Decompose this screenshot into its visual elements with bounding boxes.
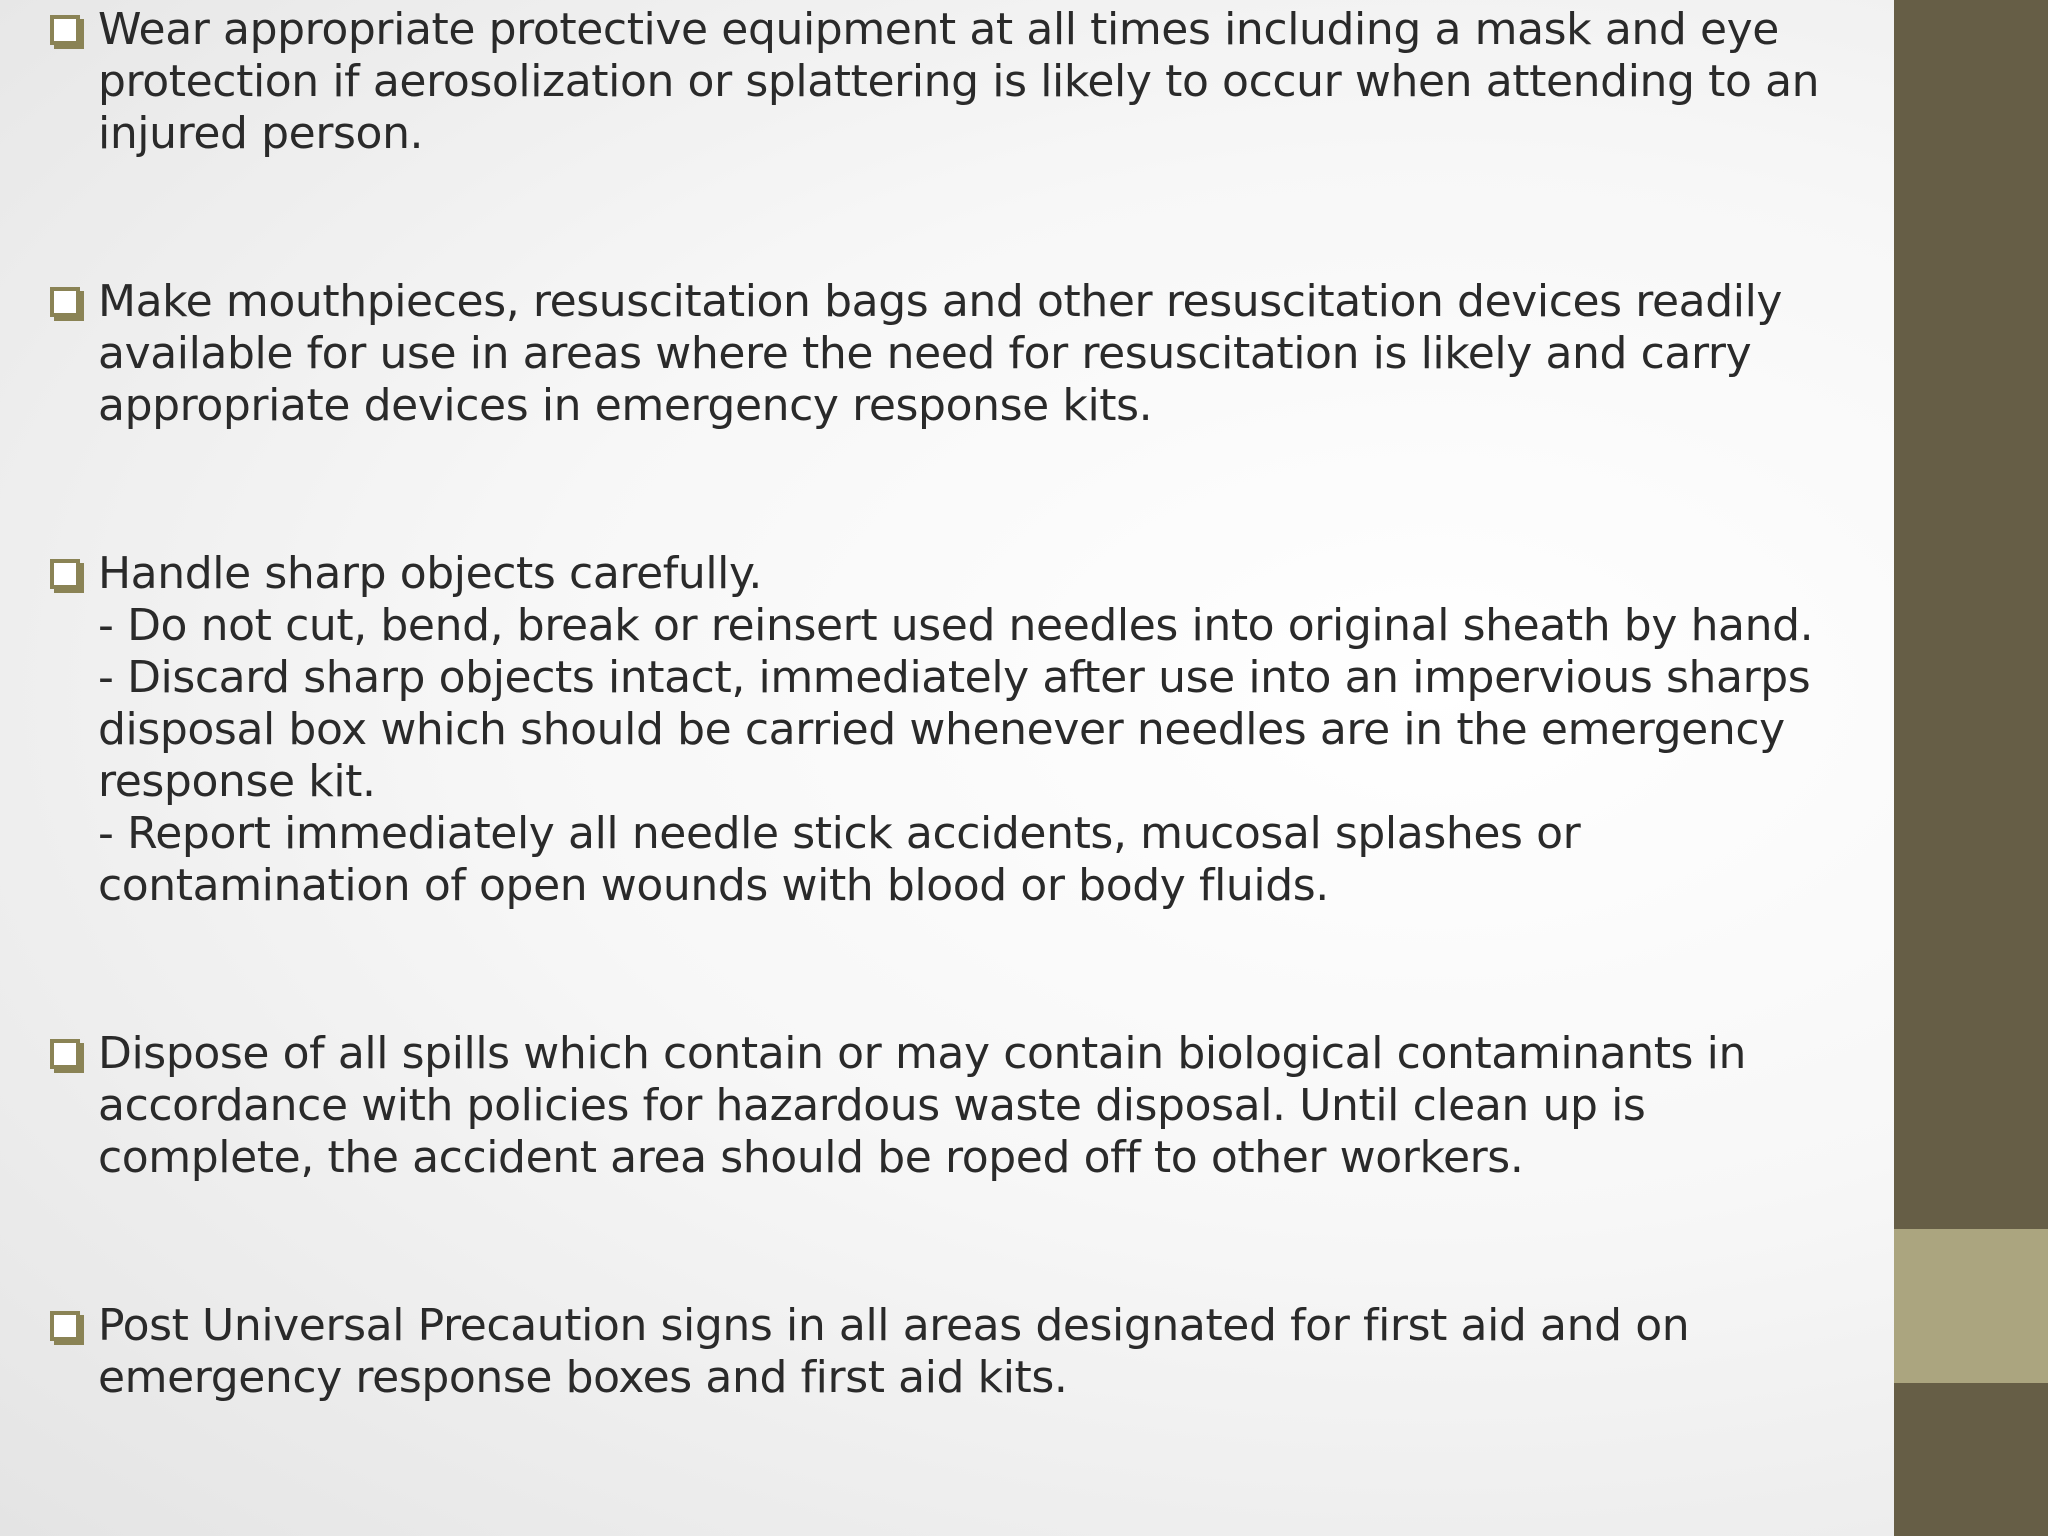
sub-bullet-text-line: response kit.: [98, 756, 376, 807]
bullet-text-line: protection if aerosolization or splattering is likely to occur when attending to an: [98, 56, 1820, 107]
checkbox-bullet-icon: [50, 559, 80, 589]
bullet-text-line: appropriate devices in emergency response kits.: [98, 380, 1153, 431]
sidebar-band-light: [1894, 1229, 2048, 1383]
bullet-item: [50, 548, 1880, 912]
sub-bullet-text-line: - Discard sharp objects intact, immediately after use into an impervious sharps: [98, 652, 1811, 703]
bullet-item: [50, 276, 1880, 432]
bullet-text-line: Dispose of all spills which contain or may contain biological contaminants in: [98, 1028, 1746, 1079]
checkbox-bullet-icon: [50, 15, 80, 45]
bullet-text-line: Handle sharp objects carefully.: [98, 548, 762, 599]
checkbox-bullet-icon: [50, 287, 80, 317]
bullet-text-line: injured person.: [98, 108, 424, 159]
bullet-text-line: Make mouthpieces, resuscitation bags and other resuscitation devices readily: [98, 276, 1783, 327]
bullet-text-line: complete, the accident area should be roped off to other workers.: [98, 1132, 1524, 1183]
sidebar-band-dark: [1894, 0, 2048, 1229]
sub-bullet-text-line: disposal box which should be carried whenever needles are in the emergency: [98, 704, 1785, 755]
bullet-text-line: Post Universal Precaution signs in all areas designated for first aid and on: [98, 1300, 1690, 1351]
checkbox-bullet-icon: [50, 1039, 80, 1069]
bullet-item: [50, 4, 1880, 160]
bullet-item: [50, 1028, 1880, 1184]
sub-bullet-text-line: - Do not cut, bend, break or reinsert used needles into original sheath by hand.: [98, 600, 1814, 651]
bullet-text-line: emergency response boxes and first aid kits.: [98, 1352, 1068, 1403]
bullet-text-line: accordance with policies for hazardous waste disposal. Until clean up is: [98, 1080, 1646, 1131]
bullet-text-line: Wear appropriate protective equipment at all times including a mask and eye: [98, 4, 1779, 55]
sub-bullet-text-line: - Report immediately all needle stick accidents, mucosal splashes or: [98, 808, 1581, 859]
bullet-text-line: available for use in areas where the need for resuscitation is likely and carry: [98, 328, 1752, 379]
bullet-item: [50, 1300, 1880, 1404]
sidebar-band-dark: [1894, 1383, 2048, 1536]
slide-content: [50, 4, 1880, 1404]
decorative-sidebar: [1894, 0, 2048, 1536]
sub-bullet-text-line: contamination of open wounds with blood or body fluids.: [98, 860, 1329, 911]
checkbox-bullet-icon: [50, 1311, 80, 1341]
